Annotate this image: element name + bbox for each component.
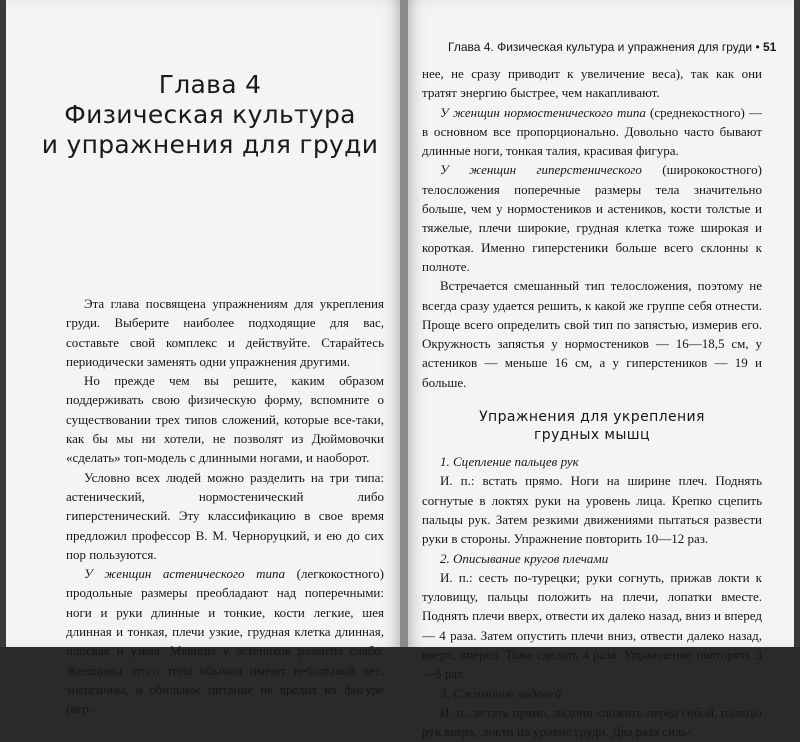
paragraph-asthenic <box>66 564 384 718</box>
exercise-title: 3. Сжимание ладоней <box>440 685 562 701</box>
normosthenic-lead: У женщин нормостенического типа <box>440 104 646 120</box>
exercise-title: 2. Описывание кругов плечами <box>440 550 609 566</box>
right-edge-shadow <box>794 0 800 647</box>
normosthenic-text: (среднекостного) — в основном все пропорционально. Довольно часто бывают длинные ноги, тонкая талия, красивая фигура. <box>422 104 763 159</box>
paragraph-normosthenic <box>422 103 762 161</box>
paragraph: Но прежде чем вы решите, каким образом поддерживать свою физическую форму, вспомните о существовании трех типов сложений, которые все-таки, как бы мы ни хотели, не позволят из Дюймовочки «сделать» топ-модель с длинными ногами, и наоборот. <box>66 373 384 466</box>
section-title-line-1: Упражнения для укрепления <box>479 409 705 426</box>
paragraph: Условно всех людей можно разделить на три типа: астенический, нормостенический либо гиперстенический. Эту классификацию в свое время предложил профессор В. М. Черноруцкий, и ею до сих пор пользуются. <box>66 469 384 562</box>
exercise-text: И. п.: встать прямо. Ноги на ширине плеч. Поднять согнутые в локтях руки на уровень лица. Крепко сцепить пальцы рук. Затем резкими движениями пытаться развести руки в стороны. Упражнение повторить 10—12 раз. <box>422 473 762 547</box>
exercise-title: 1. Сцепление пальцев рук <box>440 454 579 470</box>
exercise-text: И. п.: встать прямо, ладони сложить перед собой, пальцы рук вверх, локти на уровне груди. Два раза силь- <box>422 704 762 740</box>
left-page <box>0 0 404 717</box>
paragraph-continuation: нее, не сразу приводит к увеличение веса), так как они тратят энергию быстрее, чем накапливают. <box>422 66 762 101</box>
left-body-text <box>66 294 384 719</box>
page-number: 51 <box>763 40 777 54</box>
chapter-number: Глава 4 <box>158 70 262 99</box>
right-body-text <box>422 64 762 742</box>
left-edge-shadow <box>0 0 6 647</box>
chapter-title-line-2: и упражнения для груди <box>41 130 379 159</box>
asthenic-lead: У женщин астенического типа <box>84 566 286 582</box>
exercise-text: И. п.: сесть по-турецки; руки согнуть, прижав локти к туловищу, пальцы положить на плечи, лопатки вместе. Поднять плечи вверх, отвести их далеко назад, вниз и вперед — 4 раза. Затем опустить плечи вниз, отвести далеко назад, вверх, вперед. Тоже сделать 4 раза. Упражнение повторять 3—5 раз. <box>422 569 762 682</box>
asthenic-text: (легкокостного) продольные размеры преобладают над поперечными: ноги и руки длинные и тонкие, кости легкие, шея длинная и тонкая, плечи узкие, грудная клетка длинная, плоская и узкая. Мышцы у астеников развиты слабо. Женщины этого типа обычно имеют небольшой вес, энергичны, и обильное питание не вредит их фигуре (вер- <box>66 566 384 717</box>
chapter-title-line-1: Физическая культура <box>64 100 356 129</box>
running-head-title: Глава 4. Физическая культура и упражнения для груди • <box>448 40 760 54</box>
running-head <box>448 40 777 54</box>
chapter-title <box>40 70 380 160</box>
paragraph: Эта глава посвящена упражнениям для укрепления груди. Выберите наиболее подходящие для вас, составьте свой комплекс и действуйте. Старайтесь периодически заменять одни упражнения другими. <box>66 296 384 369</box>
book-gutter <box>400 0 408 647</box>
paragraph-mixed: Встречается смешанный тип телосложения, поэтому не всегда сразу удается решить, к какой же группе себя отнести. Проще всего определить свой тип по запястью, измерив его. Окружность запястья у нормостеников — 16—18,5 см, у астеников — меньше 16 см, а у гиперстеников — 19 и больше. <box>422 278 762 390</box>
section-title <box>422 408 762 444</box>
section-title-line-2: грудных мышц <box>534 427 650 444</box>
hypersthenic-text: (ширококостного) телосложения поперечные размеры тела значительно больше, чем у нормостеников и астеников, кости толстые и тяжелые, плечи широкие, грудная клетка тоже широкая и короткая. Именно гиперстеники больше всего склонны к полноте. <box>422 162 762 274</box>
paragraph-hypersthenic <box>422 160 762 276</box>
hypersthenic-lead: У женщин гиперстенического <box>440 162 642 178</box>
